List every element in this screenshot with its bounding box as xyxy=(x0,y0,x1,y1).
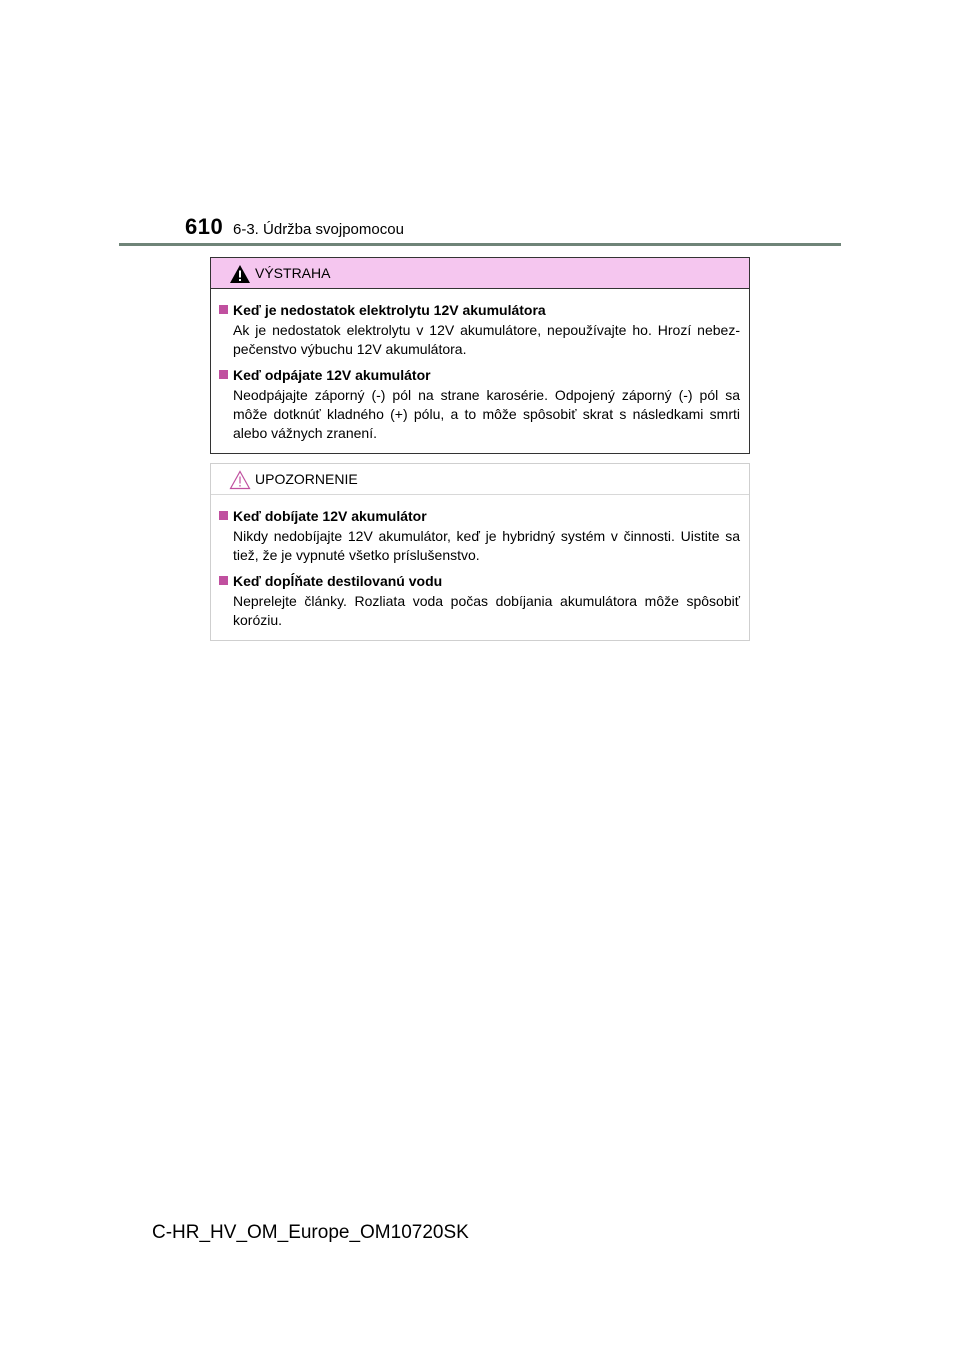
warning-title: VÝSTRAHA xyxy=(255,265,331,281)
notice-item-heading: Keď dobíjate 12V akumulátor xyxy=(233,508,427,524)
notice-item xyxy=(219,572,740,630)
notice-item xyxy=(219,507,740,565)
notice-title: UPOZORNENIE xyxy=(255,471,358,487)
bullet-square-icon xyxy=(219,370,228,379)
warning-box-header xyxy=(211,258,749,289)
warning-item-text: Ak je nedostatok elektrolytu v 12V akumulátore, nepoužívajte ho. Hrozí nebez-pečenstvo výbuchu 12V akumulátora. xyxy=(233,322,740,357)
warning-item-heading: Keď je nedostatok elektrolytu 12V akumulátora xyxy=(233,302,546,318)
bullet-square-icon xyxy=(219,511,228,520)
warning-triangle-icon xyxy=(229,264,251,284)
notice-items xyxy=(211,495,749,630)
notice-box-header xyxy=(211,464,749,495)
warning-items xyxy=(211,289,749,443)
warning-item xyxy=(219,301,740,359)
manual-code: C-HR_HV_OM_Europe_OM10720SK xyxy=(152,1222,469,1243)
warning-item-text: Neodpájajte záporný (-) pól na strane karosérie. Odpojený záporný (-) pól sa môže dotknúť kladného (+) pólu, a to môže spôsobiť skrat s následkami smrti alebo vážnych zranení. xyxy=(233,387,740,441)
notice-item-heading: Keď dopĺňate destilovanú vodu xyxy=(233,573,443,589)
page-header xyxy=(0,0,960,250)
page-number: 610 xyxy=(185,214,224,239)
warning-box xyxy=(210,257,750,454)
notice-item-text: Neprelejte články. Rozliata voda počas dobíjania akumulátora môže spôsobiť koróziu. xyxy=(233,593,740,628)
caution-triangle-outline-icon xyxy=(229,470,251,490)
header-divider xyxy=(119,243,841,246)
notice-item-text: Nikdy nedobíjajte 12V akumulátor, keď je hybridný systém v činnosti. Uistite sa tiež, že je vypnuté všetko príslušenstvo. xyxy=(233,528,740,563)
notice-box xyxy=(210,463,750,641)
warning-item xyxy=(219,366,740,443)
section-title: 6-3. Údržba svojpomocou xyxy=(233,221,404,238)
bullet-square-icon xyxy=(219,305,228,314)
bullet-square-icon xyxy=(219,576,228,585)
warning-item-heading: Keď odpájate 12V akumulátor xyxy=(233,367,431,383)
